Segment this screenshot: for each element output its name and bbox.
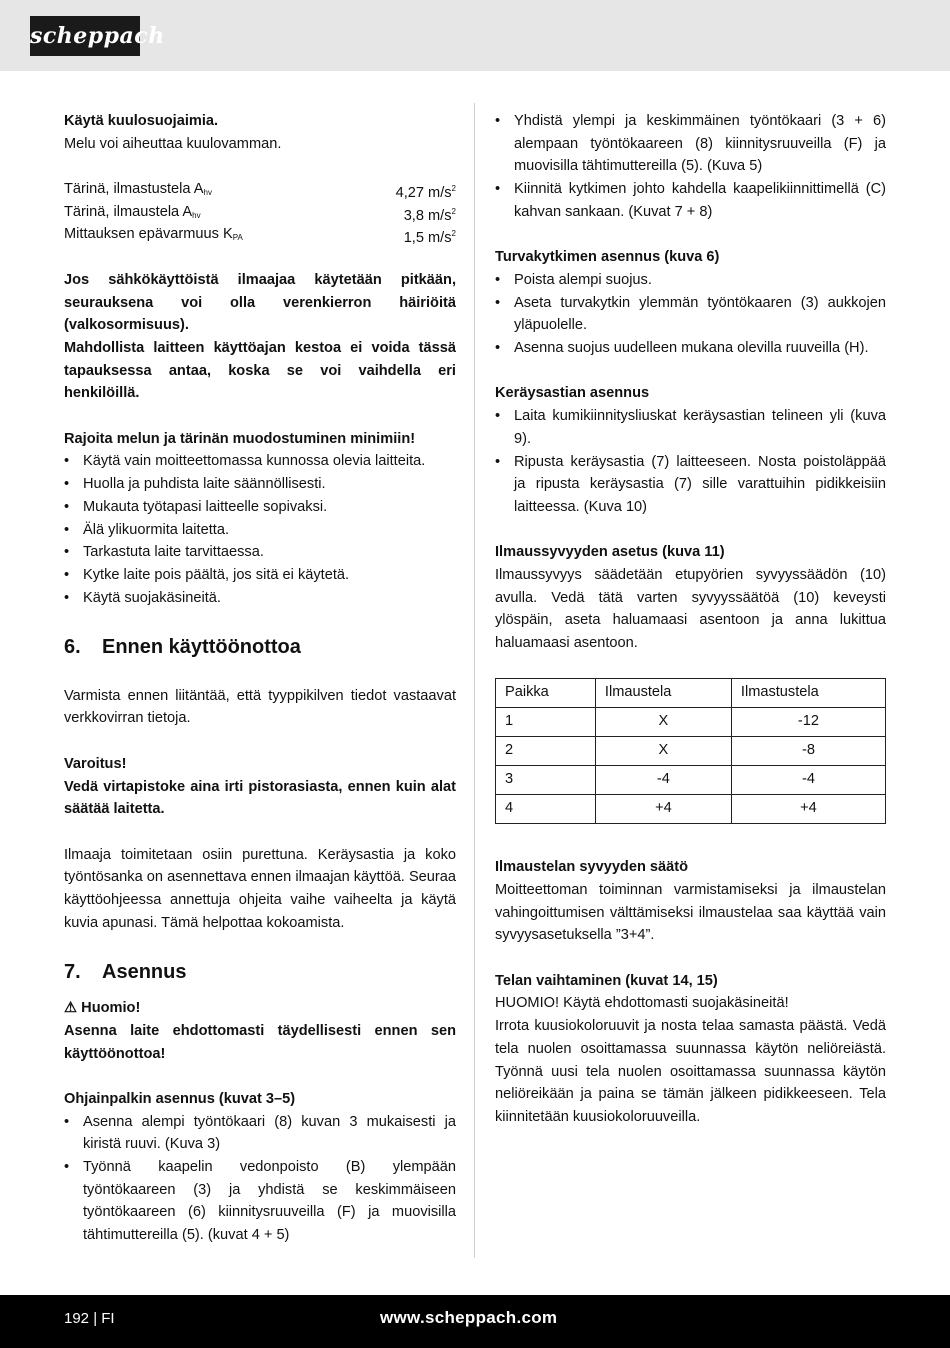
change-text: Irrota kuusiokoloruuvit ja nosta telaa samasta päästä. Vedä tela nuolen osoittamassa suunnassa käytön neliöreiästä. Työnnä uusi tela nuolen osoittamassa suunnassa käytön neliöreikään ja paina se tämän jälkeen pidikkeeseen. Tela kiinnitetään kuusiokoloruuveilla. — [495, 1018, 886, 1125]
list-item: • Poista alempi suojus. — [495, 269, 886, 292]
list-item: • Kiinnitä kytkimen johto kahdella kaapelikiinnittimellä (C) kahvan sankaan. (Kuvat 7 + 8) — [495, 178, 886, 223]
table-cell: -4 — [595, 765, 731, 794]
warning-heading: Varoitus! — [64, 755, 127, 772]
handle-heading: Ohjainpalkin asennus (kuvat 3–5) — [64, 1090, 296, 1107]
section-6-heading: 6. Ennen käyttöönottoa — [64, 636, 301, 659]
list-item: • Käytä vain moitteettomassa kunnossa olevia laitteita. — [64, 450, 456, 473]
vibration-row: Tärinä, ilmastustela $A_{hv}$ 4,27 $m/s^2$ — [64, 181, 456, 202]
section-7-heading: 7. Asennus — [64, 961, 187, 984]
bag-heading: Keräysastian asennus — [495, 385, 650, 402]
duration-warning: Mahdollista laitteen käyttöajan kestoa ei voida tässä tapauksessa antaa, koska se voi vaihdella eri henkilöillä. — [64, 339, 456, 402]
table-row — [496, 736, 886, 765]
list-item: • Käytä suojakäsineitä. — [64, 587, 456, 610]
limit-heading: Rajoita melun ja tärinän muodostuminen minimiin! — [64, 430, 416, 447]
table-cell: 3 — [496, 765, 596, 794]
switch-heading: Turvakytkimen asennus (kuva 6) — [495, 249, 720, 266]
roller-heading: Ilmaustelan syvyyden säätö — [495, 859, 689, 876]
list-item: • Laita kumikiinnitysliuskat keräysastian telineen yli (kuva 9). — [495, 405, 886, 450]
scheppach-logo: scheppach — [30, 16, 140, 56]
limit-list — [64, 450, 456, 609]
left-column — [64, 110, 456, 1247]
table-cell: +4 — [731, 794, 885, 823]
warning-text: Vedä virtapistoke aina irti pistorasiasta, ennen kuin alat säätää laitetta. — [64, 778, 456, 818]
table-cell: -4 — [731, 765, 885, 794]
list-item: • Huolla ja puhdista laite säännöllisesti. — [64, 473, 456, 496]
table-cell: 1 — [496, 707, 596, 736]
page-header — [0, 0, 950, 71]
section-6-text: Varmista ennen liitäntää, että tyyppikilven tiedot vastaavat verkkovirran tietoja. — [64, 687, 456, 727]
delivery-text: Ilmaaja toimitetaan osiin purettuna. Keräysastia ja koko työntösanka on asennettava ennen ilmaajan käyttöä. Seuraa käyttöohjeessa annettuja ohjeita vaihe vaiheelta ja käytä kuvia apunasi. Tämä helpottaa kokoamista. — [64, 846, 456, 931]
depth-table — [495, 678, 886, 824]
handle-list — [64, 1111, 456, 1247]
table-cell: 2 — [496, 736, 596, 765]
table-header: Ilmaustela — [595, 678, 731, 707]
uncertainty-row: Mittauksen epävarmuus $K_{PA}$ 1,5 $m/s^2$ — [64, 226, 456, 247]
table-header: Paikka — [496, 678, 596, 707]
roller-text: Moitteettoman toiminnan varmistamiseksi ja ilmaustelan vahingoittumisen välttämiseksi ilmaustelaa saa käyttää vain syvyysasetuksella ”3+4”. — [495, 881, 886, 944]
list-item: • Asenna suojus uudelleen mukana olevilla ruuveilla (H). — [495, 337, 886, 360]
table-cell: -8 — [731, 736, 885, 765]
list-item: • Tarkastuta laite tarvittaessa. — [64, 541, 456, 564]
list-item: • Älä ylikuormita laitetta. — [64, 519, 456, 542]
change-warning: HUOMIO! Käytä ehdottomasti suojakäsineitä! — [495, 995, 789, 1012]
ear-protection-heading: Käytä kuulosuojaimia. — [64, 113, 219, 129]
list-item: • Työnnä kaapelin vedonpoisto (B) ylempään työntökaareen (3) ja yhdistä se keskimmäiseen työntökaareen (6) kiinnitysruuveilla (F) ja muovisilla tähtimuttereilla (5). (kuvat 4 + 5) — [64, 1156, 456, 1247]
table-row — [496, 765, 886, 794]
column-divider — [474, 103, 475, 1258]
table-cell: +4 — [595, 794, 731, 823]
switch-list — [495, 269, 886, 360]
page-number: 192 | FI — [64, 1310, 115, 1327]
page-footer — [0, 1295, 950, 1348]
bag-list — [495, 405, 886, 519]
table-header: Ilmastustela — [731, 678, 885, 707]
change-heading: Telan vaihtaminen (kuvat 14, 15) — [495, 972, 718, 989]
website-link[interactable]: www.scheppach.com — [380, 1308, 558, 1327]
list-item: • Yhdistä ylempi ja keskimmäinen työntökaari (3 + 6) alempaan työntökaareen (8) kiinnitysruuveilla (F) ja muovisilla tähtimuttereilla (5). (Kuva 5) — [495, 110, 886, 178]
list-item: • Aseta turvakytkin ylemmän työntökaaren (3) aukkojen yläpuolelle. — [495, 292, 886, 337]
table-row — [496, 794, 886, 823]
list-item: • Mukauta työtapasi laitteelle sopivaksi. — [64, 496, 456, 519]
table-cell: -12 — [731, 707, 885, 736]
table-cell: X — [595, 707, 731, 736]
depth-heading: Ilmaussyvyyden asetus (kuva 11) — [495, 544, 725, 561]
list-item: • Kytke laite pois päältä, jos sitä ei käytetä. — [64, 564, 456, 587]
table-header-row — [496, 678, 886, 707]
attention-heading: ⚠ Huomio! — [64, 1000, 141, 1017]
depth-text: Ilmaussyvyys säädetään etupyörien syvyyssäädön (10) avulla. Vedä tätä varten syvyyssäätöä (10) keveysti ylöspäin, aseta haluamaasi asentoon ja anna lukittua haluamaasi asentoon. — [495, 567, 886, 652]
ear-protection-text: Melu voi aiheuttaa kuulovamman. — [64, 135, 282, 152]
warning-triangle-icon: ⚠ — [64, 1000, 78, 1017]
vibration-warning: Jos sähkökäyttöistä ilmaajaa käytetään pitkään, seurauksena voi olla verenkierron häiriöitä (valkosormisuus). — [64, 271, 456, 334]
table-cell: 4 — [496, 794, 596, 823]
right-column — [495, 110, 886, 1129]
list-item: • Asenna alempi työntökaari (8) kuvan 3 mukaisesti ja kiristä ruuvi. (Kuva 3) — [64, 1111, 456, 1156]
handle-list-continued — [495, 110, 886, 224]
table-row — [496, 707, 886, 736]
list-item: • Ripusta keräysastia (7) laitteeseen. Nosta poistoläppää ja ripusta keräysastia (7) sille varattuihin pidikkeisiin laitteessa. (Kuva 10) — [495, 451, 886, 519]
attention-text: Asenna laite ehdottomasti täydellisesti ennen sen käyttöönottoa! — [64, 1022, 456, 1062]
vibration-row: Tärinä, ilmaustela $A_{hv}$ 3,8 $m/s^2$ — [64, 203, 456, 224]
table-cell: X — [595, 736, 731, 765]
